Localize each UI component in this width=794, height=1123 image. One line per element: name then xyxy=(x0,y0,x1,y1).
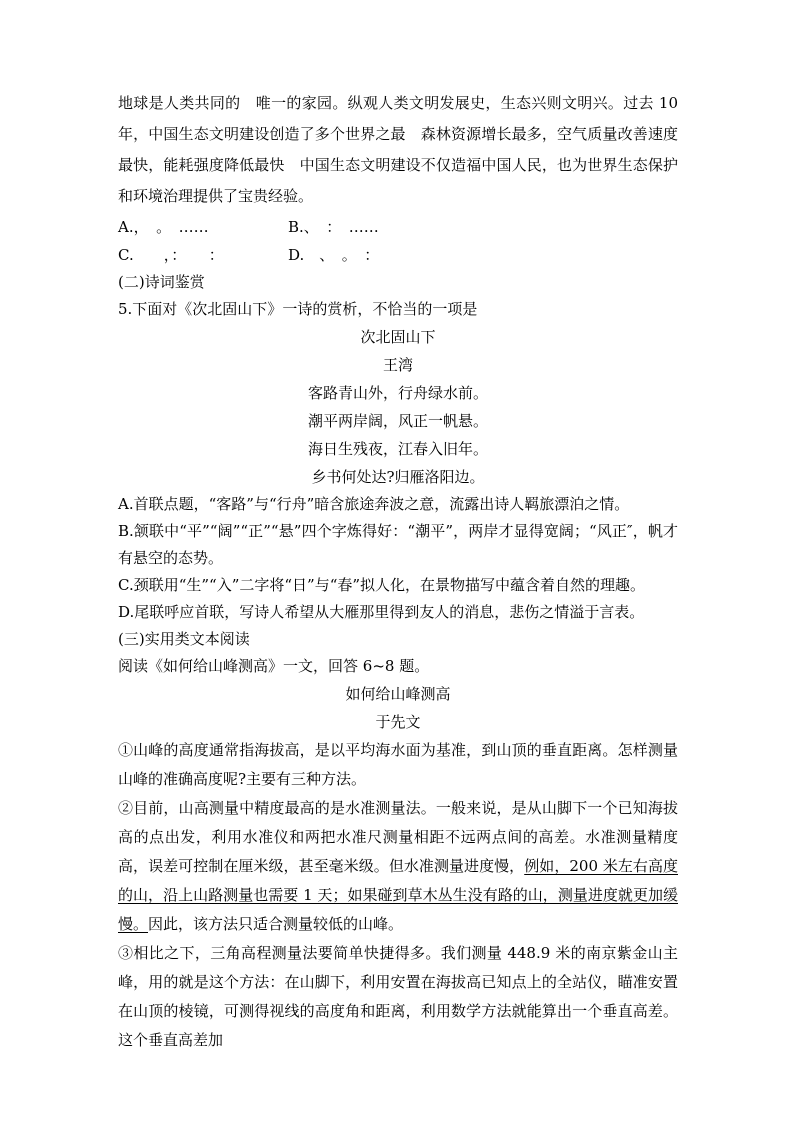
poem-line: 潮平两岸阔，风正一帆悬。 xyxy=(307,412,488,430)
article-author: 于先文 xyxy=(375,713,421,731)
question5-option-b: B.颔联中“平”“阔”“正”“悬”四个字炼得好：“潮平”，两岸才显得宽阔；“风正″，帆才有悬空的态势。 xyxy=(118,522,678,567)
punctuation-option-d: D. 、 。 ： xyxy=(288,246,380,264)
article-title: 如何给山峰测高 xyxy=(345,685,451,703)
punctuation-options xyxy=(118,213,678,269)
article-paragraph-1: ①山峰的高度通常指海拔高，是以平均海水面为基准，到山顶的垂直距离。怎样测量山峰的准确高度呢?主要有三种方法。 xyxy=(118,741,678,788)
question5-option-a: A.首联点题，“客路”与“行舟”暗含旅途奔波之意，流露出诗人羁旅漂泊之情。 xyxy=(118,495,630,513)
passage-text: 地球是人类共同的 唯一的家园。纵观人类文明发展史，生态兴则文明兴。过去 10 年，中国生态文明建设创造了多个世界之最 森林资源增长最多，空气质量改善速度最快，能耗强度降低最快 中国生态文明建设不仅造福中国人民，也为世界生态保护和环境治理提供了宝贵经验。 xyxy=(118,94,678,205)
question-5: 5.下面对《次北固山下》一诗的赏析，不恰当的一项是 xyxy=(118,300,478,318)
page-content xyxy=(118,88,678,1055)
paragraph2-underlined-example: 例如，200 米左右高度的山，沿上山路测量也需要 1 天；如果碰到草木丛生没有路的山，测量进度就更加缓慢。 xyxy=(118,857,678,933)
paragraph2-lead-text: ②目前，山高测量中精度最高的是水准测量法。一般来说，是从山脚下一个已知海拔高的点出发，利用水准仪和两把水准尺测量相距不远两点间的高差。水准测量精度高，误差可控制在厘米级，甚至毫米级。但水准测量进度慢， xyxy=(118,799,678,875)
section3-intro: 阅读《如何给山峰测高》一文，回答 6~8 题。 xyxy=(118,657,430,675)
poem-line: 乡书何处达?归雁洛阳边。 xyxy=(311,468,485,486)
question5-option-d: D.尾联呼应首联，写诗人希望从大雁那里得到友人的消息，悲伤之情溢于言表。 xyxy=(118,603,645,621)
punctuation-option-c: C. ，： ： xyxy=(118,246,224,264)
poem-line: 客路青山外，行舟绿水前。 xyxy=(307,384,488,402)
paragraph2-tail-text: 因此，该方法只适合测量较低的山峰。 xyxy=(148,915,404,933)
section2-heading: (二)诗词鉴赏 xyxy=(118,273,205,291)
poem-title: 次北固山下 xyxy=(360,328,436,346)
section3-heading: (三)实用类文本阅读 xyxy=(118,630,250,648)
article-paragraph-2 xyxy=(118,794,678,939)
article-paragraph-3: ③相比之下，三角高程测量法要简单快捷得多。我们测量 448.9 米的南京紫金山主峰，用的就是这个方法：在山脚下，利用安置在海拔高已知点上的全站仪，瞄准安置在山顶的棱镜，可测得视线的高度角和距离，利用数学方法就能算出一个垂直高差。这个垂直高差加 xyxy=(118,944,678,1049)
poem-line: 海日生残夜，江春入旧年。 xyxy=(307,440,488,458)
poem-author: 王湾 xyxy=(382,356,413,374)
punctuation-option-b: B.、 ： …… xyxy=(288,218,379,236)
punctuation-option-a: A.， 。 …… xyxy=(118,218,209,236)
question5-option-c: C.颈联用“生”“入”二字将“日”与“春”拟人化，在景物描写中蕴含着自然的理趣。 xyxy=(118,576,646,594)
